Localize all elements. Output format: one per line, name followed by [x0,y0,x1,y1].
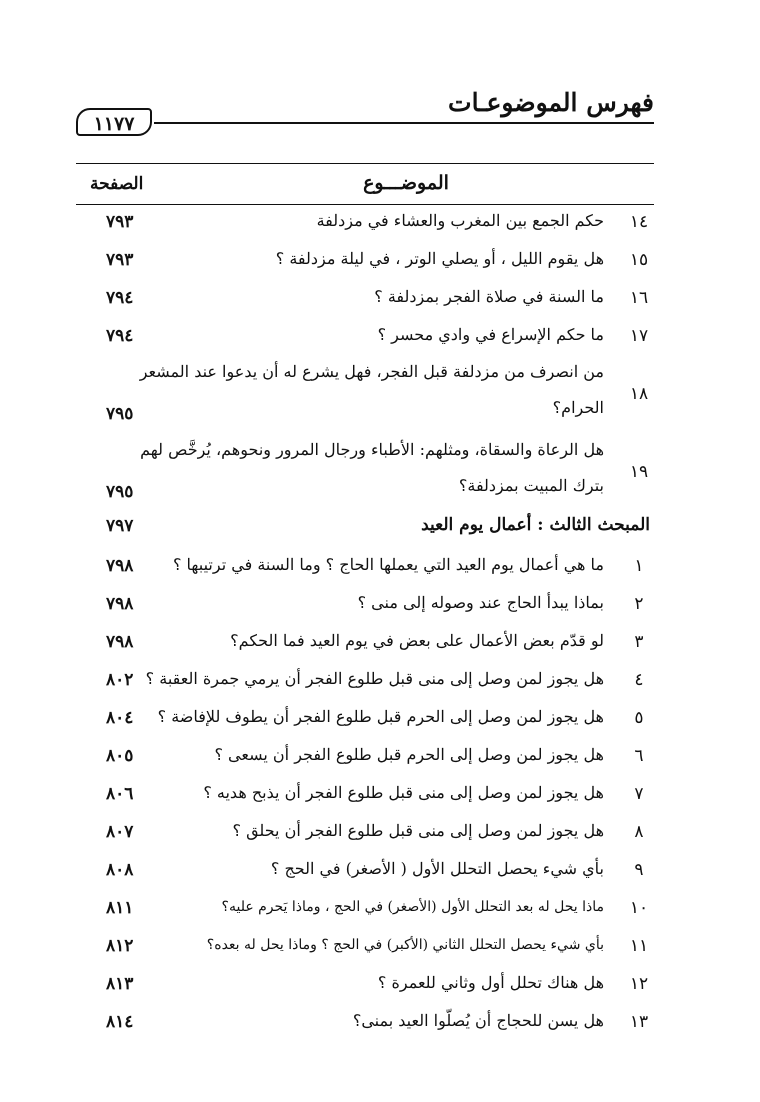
entry-title: بماذا يبدأ الحاج عند وصوله إلى منى ؟ [357,593,604,612]
header-rule [154,122,654,124]
entry-number: ٦ [634,746,644,766]
toc-row [76,780,654,810]
toc-row [76,246,654,276]
entry-page: ٨١٣ [106,974,134,994]
page-title: فهرس الموضوعـات [448,88,654,117]
entry-page: ٨٠٧ [106,822,134,842]
entry-title: ما السنة في صلاة الفجر بمزدلفة ؟ [374,287,604,306]
toc-row [76,284,654,314]
column-underline [76,204,654,205]
section-page: ٧٩٧ [106,516,134,536]
entry-number: ٥ [634,708,644,728]
entry-page: ٧٩٣ [106,250,134,270]
entry-number: ١٧ [629,326,649,346]
entry-page: ٨١٤ [106,1012,134,1032]
entry-page: ٨١١ [106,898,134,918]
entry-number: ١١ [629,936,649,956]
toc-row [76,704,654,734]
toc-row [76,628,654,658]
entry-page: ٨٠٤ [106,708,134,728]
toc-row [76,440,654,510]
toc-row [76,1008,654,1038]
entry-title-line-1: من انصرف من مزدلفة قبل الفجر، فهل يشرع له أن يدعوا عند المشعر [139,362,604,381]
entry-title: بأي شيء يحصل التحلل الأول ( الأصغر) في الحج ؟ [270,859,604,878]
entry-page: ٧٩٥ [106,404,134,424]
column-headers [76,163,654,204]
entry-number: ١٤ [629,212,649,232]
entry-number: ١٥ [629,250,649,270]
page-number: ١١٧٧ [76,108,152,136]
entry-number: ٧ [634,784,644,804]
toc-row [76,894,654,924]
column-header-topic: الموضـــوع [363,172,449,194]
entry-number: ١٠ [629,898,649,918]
toc-row [76,818,654,848]
entry-title: هل هناك تحلل أول وثاني للعمرة ؟ [377,973,604,992]
entry-title: حكم الجمع بين المغرب والعشاء في مزدلفة [316,211,604,230]
entry-number: ٤ [634,670,644,690]
toc-row [76,742,654,772]
entry-title: هل يجوز لمن وصل إلى الحرم قبل طلوع الفجر أن يسعى ؟ [214,745,604,764]
toc-row [76,322,654,352]
toc-row [76,590,654,620]
toc-row [76,208,654,238]
entry-title: هل يجوز لمن وصل إلى الحرم قبل طلوع الفجر أن يطوف للإفاضة ؟ [157,707,604,726]
entry-number: ١٣ [629,1012,649,1032]
column-header-page: الصفحة [90,174,144,194]
entry-page: ٧٩٥ [106,482,134,502]
toc-row [76,552,654,582]
entry-title: هل يقوم الليل ، أو يصلي الوتر ، في ليلة مزدلفة ؟ [275,249,604,268]
toc-row [76,970,654,1000]
page-header [76,86,654,138]
entry-number: ٩ [634,860,644,880]
entry-page: ٨٠٨ [106,860,134,880]
entry-page: ٧٩٤ [106,288,134,308]
entry-title-line-2: بترك المبيت بمزدلفة؟ [458,476,604,495]
entry-page: ٨٠٢ [106,670,134,690]
entry-number: ١ [634,556,644,576]
entry-title: لو قدّم بعض الأعمال على بعض في يوم العيد فما الحكم؟ [230,631,604,650]
toc-row [76,666,654,696]
entry-number: ١٢ [629,974,649,994]
entry-title: هل يجوز لمن وصل إلى منى قبل طلوع الفجر أن يذبح هديه ؟ [203,783,604,802]
entry-page: ٧٩٣ [106,212,134,232]
entry-title: هل يجوز لمن وصل إلى منى قبل طلوع الفجر أن يرمي جمرة العقبة ؟ [145,669,604,688]
entry-number: ٢ [634,594,644,614]
entry-title-line-2: الحرام؟ [552,398,604,417]
entry-page: ٧٩٨ [106,594,134,614]
entry-title: بأي شيء يحصل التحلل الثاني (الأكبر) في الحج ؟ وماذا يحل له بعده؟ [206,937,604,953]
entry-number: ١٨ [629,384,649,404]
entry-page: ٧٩٨ [106,632,134,652]
entry-number: ١٦ [629,288,649,308]
entry-title: هل يجوز لمن وصل إلى منى قبل طلوع الفجر أن يحلق ؟ [232,821,604,840]
section-heading-row [76,512,654,542]
toc-row [76,856,654,886]
entry-title: ما حكم الإسراع في وادي محسر ؟ [377,325,604,344]
entry-title: ما هي أعمال يوم العيد التي يعملها الحاج ؟ وما السنة في ترتيبها ؟ [172,555,604,574]
entry-page: ٨٠٦ [106,784,134,804]
entry-title: هل يسن للحجاج أن يُصلّوا العيد بمنى؟ [352,1011,604,1030]
toc-row [76,362,654,432]
toc-row [76,932,654,962]
entry-number: ١٩ [629,462,649,482]
entry-title-line-1: هل الرعاة والسقاة، ومثلهم: الأطباء ورجال المرور ونحوهم، يُرخَّص لهم [140,440,604,459]
entry-title: ماذا يحل له بعد التحلل الأول (الأصغر) في الحج ، وماذا يَحرم عليه؟ [221,899,604,915]
entry-page: ٨٠٥ [106,746,134,766]
entry-number: ٨ [634,822,644,842]
entry-page: ٨١٢ [106,936,134,956]
entry-page: ٧٩٨ [106,556,134,576]
entry-number: ٣ [634,632,644,652]
entry-page: ٧٩٤ [106,326,134,346]
section-title: المبحث الثالث : أعمال يوم العيد [421,515,650,535]
